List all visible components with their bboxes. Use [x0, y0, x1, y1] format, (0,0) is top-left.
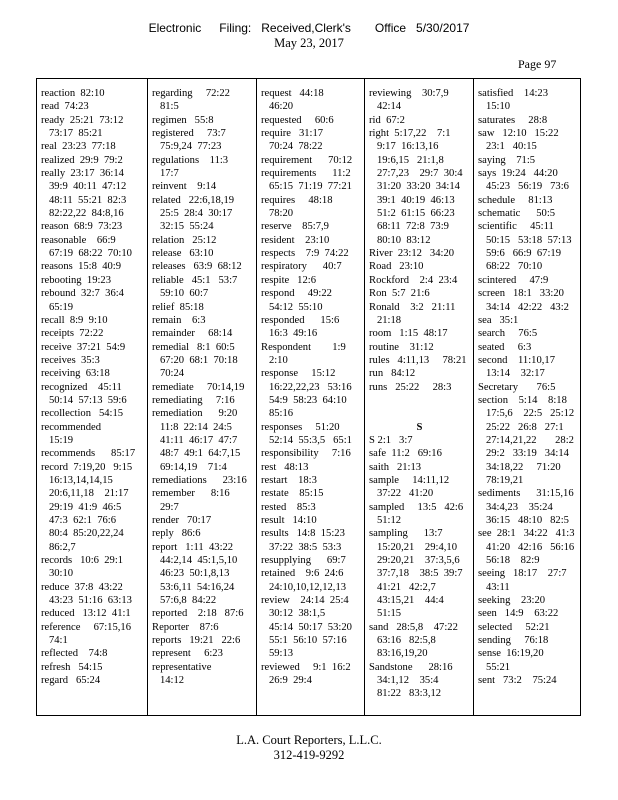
index-entry: 55:1 56:10 57:16 [261, 635, 347, 647]
index-entry: 34:14 42:22 43:2 [478, 301, 569, 313]
index-entry: 81:22 83:3,12 [369, 688, 442, 700]
index-entry: 80:4 85:20,22,24 [41, 528, 124, 540]
index-entry: review 24:14 25:4 [261, 595, 349, 607]
index-entry: relation 25:12 [152, 234, 217, 246]
index-entry: 21:18 [369, 314, 402, 326]
index-entry: reliable 45:1 53:7 [152, 274, 238, 286]
index-entry: remediate 70:14,19 [152, 381, 245, 393]
index-entry: 15:19 [41, 434, 74, 446]
index-entry: 17:5,6 22:5 25:12 [478, 408, 575, 420]
index-entry: receiving 63:18 [41, 368, 110, 380]
index-entry: 65:19 [41, 301, 74, 313]
index-entry: Road 23:10 [369, 261, 424, 273]
index-entry: read 74:23 [41, 101, 89, 113]
index-entry: remember 8:16 [152, 488, 230, 500]
index-entry: 53:6,11 54:16,24 [152, 581, 235, 593]
index-entry: representative [152, 661, 212, 673]
word-index-table [36, 78, 581, 716]
index-entry: regulations 11:3 [152, 154, 229, 166]
index-entry: 43:23 51:16 63:13 [41, 595, 132, 607]
index-entry: Secretary 76:5 [478, 381, 556, 393]
index-entry: 46:23 50:1,8,13 [152, 568, 230, 580]
filing-stamp-office: Office [374, 21, 407, 35]
index-entry: 81:5 [152, 101, 179, 113]
index-entry: scientific 45:11 [478, 221, 554, 233]
index-entry: 57:6,8 84:22 [152, 595, 217, 607]
index-entry: 19:6,15 21:1,8 [369, 154, 444, 166]
index-entry: really 23:17 36:14 [41, 168, 124, 180]
index-entry: 37:22 38:5 53:3 [261, 541, 342, 553]
index-entry: S [416, 421, 423, 433]
index-entry: 32:15 55:24 [152, 221, 214, 233]
index-entry: saying 71:5 [478, 154, 536, 166]
index-entry: 29:20,21 37:3,5,6 [369, 555, 460, 567]
index-entry: 15:10 [478, 101, 511, 113]
index-entry: rules 4:11,13 78:21 [369, 354, 467, 366]
index-entry: 23:1 40:15 [478, 141, 537, 153]
filing-stamp-electronic: Electronic [148, 21, 202, 35]
index-entry: sand 28:5,8 47:22 [369, 621, 458, 633]
index-entry: screen 18:1 33:20 [478, 288, 564, 300]
index-entry: 31:20 33:20 34:14 [369, 181, 460, 193]
index-entry: restart 18:3 [261, 474, 317, 486]
index-entry: second 11:10,17 [478, 354, 555, 366]
index-entry: reduced 13:12 41:1 [41, 608, 131, 620]
index-entry: 52:14 55:3,5 65:1 [261, 434, 352, 446]
index-entry: reference 67:15,16 [41, 621, 132, 633]
index-entry: sampled 13:5 42:6 [369, 501, 464, 513]
index-entry: Respondent 1:9 [261, 341, 346, 353]
filing-stamp-date: 5/30/2017 [416, 21, 470, 35]
index-entry: 39:9 40:11 47:12 [41, 181, 127, 193]
index-entry: 30:12 38:1,5 [261, 608, 326, 620]
index-entry: 67:19 68:22 70:10 [41, 248, 132, 260]
index-entry: runs 25:22 28:3 [369, 381, 452, 393]
index-entry: 16:3 49:16 [261, 328, 318, 340]
index-entry: 65:15 71:19 77:21 [261, 181, 352, 193]
index-entry: requested 60:6 [261, 114, 334, 126]
index-entry: 68:22 70:10 [478, 261, 543, 273]
index-entry: 34:4,23 35:24 [478, 501, 553, 513]
index-entry: reflected 74:8 [41, 648, 108, 660]
index-entry: release 63:10 [152, 248, 214, 260]
index-entry: 27:7,23 29:7 30:4 [369, 168, 463, 180]
index-entry: requires 48:18 [261, 194, 333, 206]
index-entry: reason 68:9 73:23 [41, 221, 123, 233]
index-entry: remediations 23:16 [152, 474, 247, 486]
index-entry: receives 35:3 [41, 354, 100, 366]
index-entry: receipts 72:22 [41, 328, 104, 340]
index-entry: 37:22 41:20 [369, 488, 434, 500]
index-entry: requirements 11:2 [261, 168, 351, 180]
index-entry: 59:6 66:9 67:19 [478, 248, 561, 260]
index-entry: reports 19:21 22:6 [152, 635, 241, 647]
index-entry: 50:14 57:13 59:6 [41, 394, 127, 406]
index-entry: 85:16 [261, 408, 294, 420]
index-entry: receive 37:21 54:9 [41, 341, 126, 353]
index-entry: 73:17 85:21 [41, 128, 103, 140]
index-entry: recollection 54:15 [41, 408, 124, 420]
index-entry: 78:19,21 [478, 474, 524, 486]
index-entry: reinvent 9:14 [152, 181, 217, 193]
index-entry: sampling 13:7 [369, 528, 443, 540]
index-entry: 14:12 [152, 675, 185, 687]
index-entry: realized 29:9 79:2 [41, 154, 123, 166]
index-entry: 55:21 [478, 661, 511, 673]
filing-stamp-filing: Filing: [219, 21, 252, 35]
index-entry: regard 65:24 [41, 675, 101, 687]
index-entry: 47:3 62:1 76:6 [41, 515, 117, 526]
index-entry: 80:10 83:12 [369, 234, 431, 246]
index-entry: 59:13 [261, 648, 294, 660]
index-entry: 27:14,21,22 28:2 [478, 434, 574, 446]
index-entry: River 23:12 34:20 [369, 248, 455, 260]
index-entry: sending 76:18 [478, 635, 549, 647]
index-entry: responsibility 7:16 [261, 448, 351, 460]
index-entry: 78:20 [261, 208, 294, 220]
index-entry: 50:15 53:18 57:13 [478, 234, 572, 246]
index-entry: sea 35:1 [478, 314, 519, 326]
index-entry: 54:9 58:23 64:10 [261, 394, 347, 406]
index-entry: reserve 85:7,9 [261, 221, 329, 233]
index-entry: 26:9 29:4 [261, 675, 312, 687]
index-entry: respects 7:9 74:22 [261, 248, 349, 260]
index-entry: respiratory 40:7 [261, 261, 342, 273]
index-entry: reasons 15:8 40:9 [41, 261, 122, 273]
index-entry: real 23:23 77:18 [41, 141, 116, 153]
index-entry: reduce 37:8 43:22 [41, 581, 123, 593]
index-entry: 69:14,19 71:4 [152, 461, 227, 473]
index-entry: sample 14:11,12 [369, 474, 450, 486]
index-entry: ready 25:21 73:12 [41, 114, 124, 126]
index-entry: sent 73:2 75:24 [478, 675, 557, 687]
index-entry: 16:22,22,23 53:16 [261, 381, 352, 393]
index-entry: 51:2 61:15 66:23 [369, 208, 455, 220]
index-entry: seen 14:9 63:22 [478, 608, 559, 620]
index-entry: render 70:17 [152, 515, 212, 526]
index-entry: relief 85:18 [152, 301, 204, 313]
index-entry: 29:19 41:9 46:5 [41, 501, 122, 513]
index-entry: 41:20 42:16 56:16 [478, 541, 575, 553]
index-entry: report 1:11 43:22 [152, 541, 234, 553]
index-entry: recommended [41, 421, 102, 433]
index-entry: rest 48:13 [261, 461, 309, 473]
footer-phone: 312-419-9292 [273, 748, 345, 762]
index-entry: 15:20,21 29:4,10 [369, 541, 457, 553]
index-entry: remedial 8:1 60:5 [152, 341, 235, 353]
index-entry: saith 21:13 [369, 461, 422, 473]
index-entry: 51:15 [369, 608, 402, 620]
index-entry: schedule 81:13 [478, 194, 553, 206]
index-entry: 39:1 40:19 46:13 [369, 194, 455, 206]
index-entry [369, 407, 470, 420]
index-entry: 20:6,11,18 21:17 [41, 488, 129, 500]
index-entry: 41:21 42:2,7 [369, 581, 436, 593]
index-entry: 59:10 60:7 [152, 288, 209, 300]
index-entry: 68:11 72:8 73:9 [369, 221, 449, 233]
index-entry: 51:12 [369, 515, 402, 526]
index-entry: represent 6:23 [152, 648, 223, 660]
index-entry: schematic 50:5 [478, 208, 556, 220]
index-entry: 30:10 [41, 568, 74, 580]
index-entry: registered 73:7 [152, 128, 226, 140]
index-entry: seated 6:3 [478, 341, 532, 353]
index-entry: satisfied 14:23 [478, 88, 549, 99]
index-column-3 [256, 79, 364, 715]
index-entry: 54:12 55:10 [261, 301, 323, 313]
index-entry: retained 9:6 24:6 [261, 568, 344, 580]
index-entry: 44:2,14 45:1,5,10 [152, 555, 238, 567]
index-entry: reply 86:6 [152, 528, 201, 540]
footer-company: L.A. Court Reporters, L.L.C. [236, 733, 382, 747]
index-entry: 25:5 28:4 30:17 [152, 208, 233, 220]
index-entry: rested 85:3 [261, 501, 316, 513]
index-entry: result 14:10 [261, 515, 317, 526]
index-entry: 46:20 [261, 101, 294, 113]
index-entry: run 84:12 [369, 368, 416, 380]
index-entry: rebooting 19:23 [41, 274, 112, 286]
index-entry: restate 85:15 [261, 488, 324, 500]
index-entry: 11:8 22:14 24:5 [152, 421, 232, 433]
index-entry: 82:22,22 84:8,16 [41, 208, 124, 220]
index-entry: regarding 72:22 [152, 88, 230, 99]
index-entry: 74:1 [41, 635, 68, 647]
filing-stamp-received: Received,Clerk's [261, 21, 351, 35]
index-entry: regimen 55:8 [152, 114, 214, 126]
index-column-1 [37, 79, 147, 715]
index-entry: remediating 7:16 [152, 394, 235, 406]
index-entry: resupplying 69:7 [261, 555, 346, 567]
index-entry: record 7:19,20 9:15 [41, 461, 133, 473]
index-entry: rid 67:2 [369, 114, 405, 126]
index-entry: remediation 9:20 [152, 408, 238, 420]
index-entry: remainder 68:14 [152, 328, 233, 340]
index-entry: 70:24 78:22 [261, 141, 323, 153]
index-entry: requirement 70:12 [261, 154, 353, 166]
index-entry: records 10:6 29:1 [41, 555, 124, 567]
index-entry: Ron 5:7 21:6 [369, 288, 430, 300]
index-entry: saw 12:10 15:22 [478, 128, 559, 140]
index-entry: room 1:15 48:17 [369, 328, 448, 340]
index-entry: 43:15,21 44:4 [369, 595, 444, 607]
index-entry: 83:16,19,20 [369, 648, 428, 660]
index-entry: recommends 85:17 [41, 448, 136, 460]
index-entry: respond 49:22 [261, 288, 332, 300]
index-entry: recognized 45:11 [41, 381, 122, 393]
index-entry: 67:20 68:1 70:18 [152, 354, 238, 366]
page-number: Page 97 [518, 57, 557, 71]
index-entry: reaction 82:10 [41, 88, 105, 99]
index-entry: refresh 54:15 [41, 661, 103, 673]
index-entry: sense 16:19,20 [478, 648, 544, 660]
index-entry: rebound 32:7 36:4 [41, 288, 124, 300]
index-entry: respite 12:6 [261, 274, 317, 286]
index-entry: says 19:24 44:20 [478, 168, 558, 180]
index-entry: recall 8:9 9:10 [41, 314, 108, 326]
index-entry: 45:23 56:19 73:6 [478, 181, 569, 193]
index-entry: safe 11:2 69:16 [369, 448, 442, 460]
index-entry: responses 51:20 [261, 421, 340, 433]
index-entry: 17:7 [152, 168, 179, 180]
index-entry: sediments 31:15,16 [478, 488, 574, 500]
index-entry: 43:11 [478, 581, 510, 593]
index-entry: scintered 47:9 [478, 274, 549, 286]
index-entry: 86:2,7 [41, 541, 76, 553]
index-column-5 [473, 79, 580, 715]
index-entry: 34:1,12 35:4 [369, 675, 439, 687]
index-entry: section 5:14 8:18 [478, 394, 567, 406]
index-entry: 36:15 48:10 82:5 [478, 515, 569, 526]
index-entry: 16:13,14,14,15 [41, 474, 113, 486]
index-entry: responded 15:6 [261, 314, 340, 326]
index-entry: 48:7 49:1 64:7,15 [152, 448, 241, 460]
transcript-date: May 23, 2017 [274, 36, 344, 50]
index-entry: related 22:6,18,19 [152, 194, 235, 206]
index-entry: reported 2:18 87:6 [152, 608, 244, 620]
index-entry: 48:11 55:21 82:3 [41, 194, 127, 206]
index-entry [369, 394, 470, 407]
index-entry: 25:22 26:8 27:1 [478, 421, 564, 433]
index-entry: 56:18 82:9 [478, 555, 540, 567]
index-entry: 75:9,24 77:23 [152, 141, 222, 153]
index-entry: Rockford 2:4 23:4 [369, 274, 458, 286]
filing-stamp [0, 21, 618, 35]
index-entry: right 5:17,22 7:1 [369, 128, 451, 140]
index-entry: reviewed 9:1 16:2 [261, 661, 351, 673]
index-entry: 29:2 33:19 34:14 [478, 448, 569, 460]
index-entry: remain 6:3 [152, 314, 206, 326]
index-entry: request 44:18 [261, 88, 324, 99]
index-entry: 41:11 46:17 47:7 [152, 434, 238, 446]
index-entry: 24:10,10,12,12,13 [261, 581, 347, 593]
index-entry: reviewing 30:7,9 [369, 88, 449, 99]
index-column-4 [364, 79, 473, 715]
index-entry: Ronald 3:2 21:11 [369, 301, 456, 313]
index-entry: releases 63:9 68:12 [152, 261, 242, 273]
index-entry: Reporter 87:6 [152, 621, 219, 633]
index-entry: 9:17 16:13,16 [369, 141, 439, 153]
index-entry: seeing 18:17 27:7 [478, 568, 567, 580]
index-entry: 34:18,22 71:20 [478, 461, 561, 473]
index-entry: 37:7,18 38:5 39:7 [369, 568, 463, 580]
index-entry: 42:14 [369, 101, 402, 113]
index-entry: saturates 28:8 [478, 114, 548, 126]
index-entry: 29:7 [152, 501, 179, 513]
index-entry: see 28:1 34:22 41:3 [478, 528, 575, 540]
index-entry: 45:14 50:17 53:20 [261, 621, 352, 633]
index-entry: seeking 23:20 [478, 595, 546, 607]
index-column-2 [147, 79, 256, 715]
index-entry: results 14:8 15:23 [261, 528, 345, 540]
index-entry: 2:10 [261, 354, 288, 366]
index-entry: selected 52:21 [478, 621, 550, 633]
index-entry: reasonable 66:9 [41, 234, 116, 246]
index-entry: search 76:5 [478, 328, 538, 340]
index-entry: S 2:1 3:7 [369, 434, 413, 446]
index-entry: require 31:17 [261, 128, 324, 140]
index-entry: routine 31:12 [369, 341, 434, 353]
index-entry: response 15:12 [261, 368, 336, 380]
index-entry: 70:24 [152, 368, 185, 380]
index-entry: 13:14 32:17 [478, 368, 545, 380]
index-entry: resident 23:10 [261, 234, 330, 246]
index-entry: Sandstone 28:16 [369, 661, 453, 673]
index-entry: 63:16 82:5,8 [369, 635, 436, 647]
